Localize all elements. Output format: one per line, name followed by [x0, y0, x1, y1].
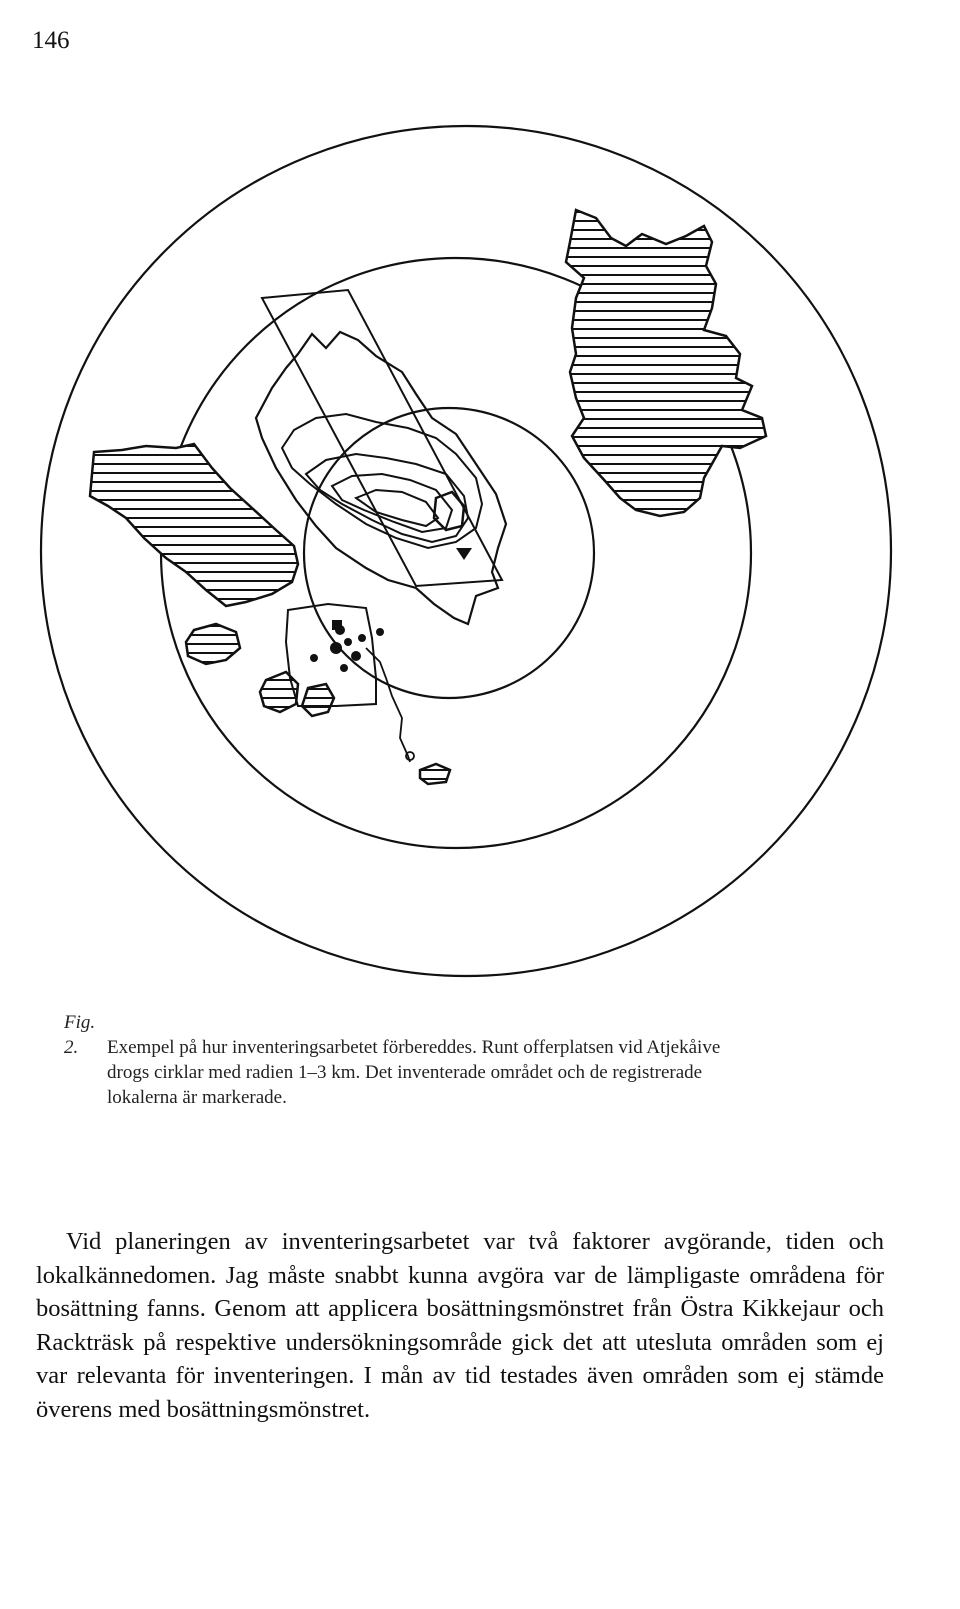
map-illustration — [36, 118, 916, 1018]
figure-map — [36, 118, 916, 1018]
offering-site-marker — [456, 548, 472, 560]
page-number: 146 — [32, 27, 70, 54]
body-paragraph: Vid planeringen av inventeringsarbetet var två faktorer avgörande, tiden och lokalkännedomen. Jag måste snabbt kunna avgöra var de lämpligaste områdena för bosättning fanns. Genom att applicera bosättningsmönstret från Östra Kikkejaur och Rackträsk på respektive undersökningsområde gick det att utesluta områden som ej var relevanta för inventeringen. I mån av tid testades även områden som ej stämde överens med bosättningsmönstret. — [36, 1228, 884, 1423]
lake-west — [90, 444, 298, 606]
figure-label: Fig. 2. — [64, 1012, 96, 1058]
inventoried-area — [262, 290, 502, 586]
caption-line-1: Exempel på hur inventeringsarbetet förbereddes. Runt offerplatsen vid Atjekåive — [107, 1037, 721, 1058]
circle-1km — [304, 408, 594, 698]
body-text — [36, 1225, 884, 1426]
lake-northeast — [566, 210, 766, 516]
lake-small-3 — [302, 684, 334, 716]
lake-small-1 — [186, 624, 240, 664]
contour-summit — [434, 492, 464, 530]
lake-small-2 — [260, 672, 298, 712]
caption-line-3: lokalerna är markerade. — [107, 1087, 287, 1108]
contour-4 — [332, 474, 452, 532]
lake-small-4 — [420, 764, 450, 784]
caption-line-2: drogs cirklar med radien 1–3 km. Det inventerade området och de registrerade — [107, 1062, 703, 1083]
figure-caption — [64, 1010, 894, 1110]
